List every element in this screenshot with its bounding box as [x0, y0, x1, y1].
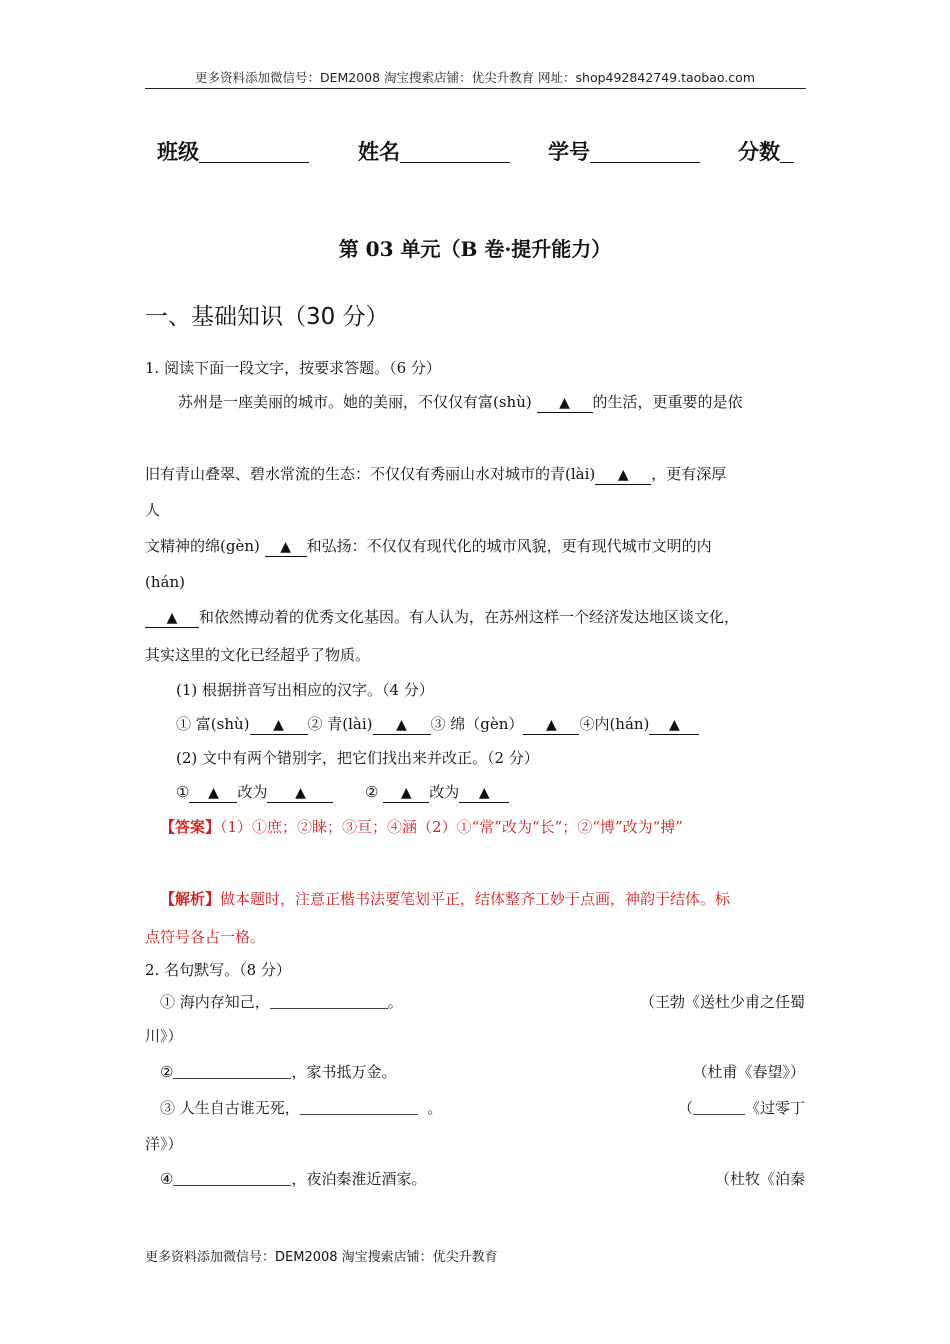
answer-blank[interactable]: ▲ — [595, 466, 651, 485]
class-blank[interactable] — [199, 140, 309, 163]
author-blank[interactable] — [693, 1100, 745, 1115]
q2-item-2: ② ，家书抵万金。 — [160, 1063, 397, 1081]
q1-analysis — [160, 889, 730, 909]
q1-para-line-2: 旧有青山叠翠、碧水常流的生态：不仅仅有秀丽山水对城市的青(lài) ▲ ，更有深厚 — [145, 465, 727, 483]
page-footer: 更多资料添加微信号：DEM2008 淘宝搜索店铺：优尖升教育 — [145, 1250, 498, 1265]
answer-blank[interactable]: ▲ — [189, 784, 237, 803]
q1-para-line-5: (hán) — [145, 573, 185, 591]
fill-blank[interactable] — [270, 994, 388, 1009]
q1-answer — [160, 817, 683, 837]
answer-blank[interactable]: ▲ — [459, 784, 509, 803]
name-label: 姓名 — [358, 140, 400, 164]
q1-sub2-items: ① ▲ 改为 ▲ ② ▲ 改为 ▲ — [176, 782, 509, 803]
answer-blank[interactable]: ▲ — [383, 784, 429, 803]
q1-sub2: (2) 文中有两个错别字，把它们找出来并改正。（2 分） — [176, 749, 539, 767]
q1-analysis-line-2: 点符号各占一格。 — [145, 928, 266, 946]
q2-item-2-source: （杜甫《春望》） — [692, 1063, 805, 1081]
answer-blank[interactable]: ▲ — [537, 394, 593, 413]
q1-sub1: (1) 根据拼音写出相应的汉字。（4 分） — [176, 681, 434, 699]
fill-blank[interactable] — [300, 1100, 418, 1115]
fill-blank[interactable] — [173, 1064, 291, 1079]
answer-blank[interactable]: ▲ — [145, 609, 199, 628]
q2-item-1: ① 海内存知己， 。 — [160, 993, 403, 1011]
id-blank[interactable] — [590, 140, 700, 163]
q1-para-line-4: 文精神的绵(gèn) ▲ 和弘扬：不仅仅有现代化的城市风貌，更有现代城市文明的内 — [145, 537, 712, 555]
q2-item-4: ④ ，夜泊秦淮近酒家。 — [160, 1170, 427, 1188]
q1-para-line-1: 苏州是一座美丽的城市。她的美丽，不仅仅有富(shù) ▲ 的生活，更重要的是依 — [178, 393, 743, 411]
q2-item-4-source: （杜牧《泊秦 — [714, 1170, 805, 1188]
score-blank[interactable] — [780, 140, 794, 163]
id-field — [548, 136, 700, 166]
q2-item-3-source: （ 《过零丁 — [677, 1099, 805, 1117]
answer-blank[interactable]: ▲ — [265, 538, 307, 557]
answer-text: （1）①庶；②睐；③亘；④涵（2）①“常”改为“长”；②“博”改为“搏” — [220, 818, 683, 836]
score-field — [738, 136, 794, 166]
answer-blank[interactable]: ▲ — [250, 716, 308, 735]
q2-item-1-source: （王勃《送杜少甫之任蜀 — [639, 993, 805, 1011]
header-rule — [145, 88, 806, 89]
analysis-text: 做本题时，注意正楷书法要笔划平正，结体整齐工妙于点画，神韵于结体。标 — [220, 890, 731, 908]
fill-blank[interactable] — [173, 1171, 291, 1186]
q2-item-3: ③ 人生自古谁无死， 。 — [160, 1099, 443, 1117]
class-field — [157, 136, 309, 166]
q2-item-3-source-cont: 洋》） — [145, 1135, 183, 1153]
q1-stem: 1. 阅读下面一段文字，按要求答题。（6 分） — [145, 359, 441, 377]
unit-title: 第 03 单元（B 卷·提升能力） — [338, 237, 612, 261]
analysis-label: 【解析】 — [160, 890, 221, 908]
answer-blank[interactable]: ▲ — [649, 716, 699, 735]
q1-para-line-6: ▲ 和依然博动着的优秀文化基因。有人认为，在苏州这样一个经济发达地区谈文化， — [145, 607, 739, 628]
name-blank[interactable] — [400, 140, 510, 163]
answer-blank[interactable]: ▲ — [373, 716, 431, 735]
answer-blank[interactable]: ▲ — [267, 784, 333, 803]
answer-blank[interactable]: ▲ — [523, 716, 579, 735]
q1-para-line-3: 人 — [145, 501, 161, 519]
q2-stem: 2. 名句默写。（8 分） — [145, 961, 291, 979]
score-label: 分数 — [738, 140, 780, 164]
q1-para-line-7: 其实这里的文化已经超乎了物质。 — [145, 646, 371, 664]
q2-item-1-source-cont: 川》） — [145, 1027, 183, 1045]
section-title: 一、基础知识（30 分） — [145, 304, 389, 330]
q1-sub1-items: ① 富(shù) ▲ ② 青(lài) ▲ ③ 绵（gèn） ▲ ④内(hán) ▲ — [176, 714, 699, 735]
page-header: 更多资料添加微信号：DEM2008 淘宝搜索店铺：优尖升教育 网址：shop492842749.taobao.com — [194, 70, 756, 85]
name-field — [358, 136, 510, 166]
id-label: 学号 — [548, 140, 590, 164]
class-label: 班级 — [157, 140, 199, 164]
answer-label: 【答案】 — [160, 818, 221, 836]
